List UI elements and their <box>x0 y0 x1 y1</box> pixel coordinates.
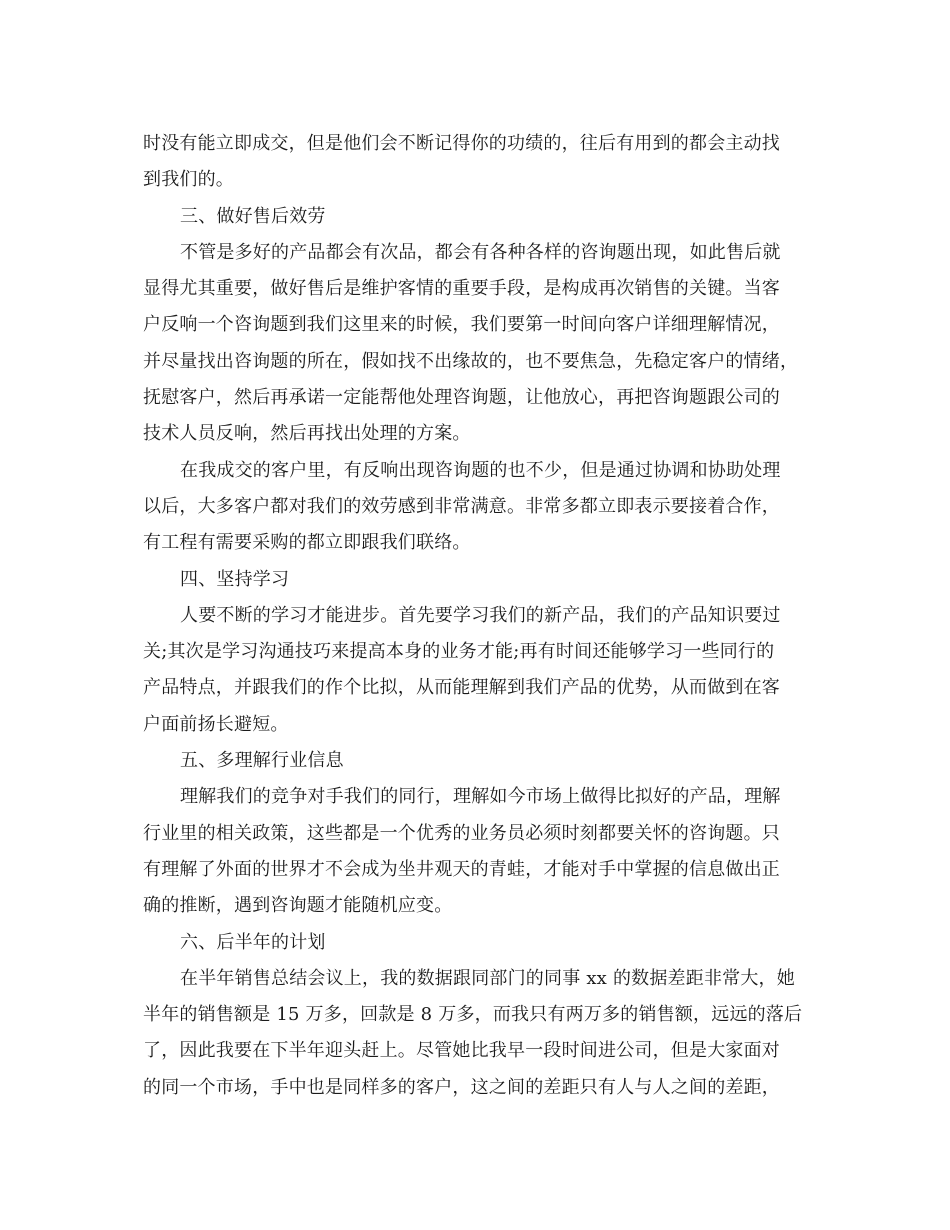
text-line: 产品特点，并跟我们的作个比拟，从而能理解到我们产品的优势，从而做到在客 <box>143 677 780 699</box>
paragraph-start: 人要不断的学习才能进步。首先要学习我们的新产品，我们的产品知识要过 <box>180 604 781 626</box>
section-heading: 六、后半年的计划 <box>180 931 326 953</box>
paragraph-start: 在我成交的客户里，有反响出现咨询题的也不少，但是通过协调和协助处理 <box>180 459 781 481</box>
text-line: 以后，大多客户都对我们的效劳感到非常满意。非常多都立即表示要接着合作， <box>143 495 780 517</box>
text-line: 确的推断，遇到咨询题才能随机应变。 <box>143 895 453 917</box>
text-line: 户面前扬长避短。 <box>143 713 289 735</box>
text-line: 户反响一个咨询题到我们这里来的时候，我们要第一时间向客户详细理解情况， <box>143 314 780 336</box>
text-line: 关;其次是学习沟通技巧来提高本身的业务才能;再有时间还能够学习一些同行的 <box>143 641 775 663</box>
section-heading: 三、做好售后效劳 <box>180 205 326 227</box>
section-heading: 四、坚持学习 <box>180 568 290 590</box>
text-line: 并尽量找出咨询题的所在，假如找不出缘故的，也不要焦急，先稳定客户的情绪， <box>143 350 799 372</box>
text-line: 有工程有需要采购的都立即跟我们联络。 <box>143 532 471 554</box>
text-line: 了，因此我要在下半年迎头赶上。尽管她比我早一段时间进公司，但是大家面对 <box>143 1040 780 1062</box>
text-line: 到我们的。 <box>143 169 234 191</box>
paragraph-start: 理解我们的竞争对手我们的同行，理解如今市场上做得比拟好的产品，理解 <box>180 786 781 808</box>
text-line: 半年的销售额是 15 万多，回款是 8 万多，而我只有两万多的销售额，远远的落后 <box>143 1004 803 1026</box>
text-line: 行业里的相关政策，这些都是一个优秀的业务员必须时刻都要关怀的咨询题。只 <box>143 822 780 844</box>
section-heading: 五、多理解行业信息 <box>180 750 344 772</box>
text-line: 的同一个市场，手中也是同样多的客户，这之间的差距只有人与人之间的差距， <box>143 1076 780 1098</box>
text-line: 技术人员反响，然后再找出处理的方案。 <box>143 423 471 445</box>
paragraph-start: 在半年销售总结会议上，我的数据跟同部门的同事 xx 的数据差距非常大，她 <box>180 967 795 989</box>
text-line: 有理解了外面的世界才不会成为坐井观天的青蛙，才能对手中掌握的信息做出正 <box>143 858 780 880</box>
text-line: 抚慰客户，然后再承诺一定能帮他处理咨询题，让他放心，再把咨询题跟公司的 <box>143 387 780 409</box>
paragraph-start: 不管是多好的产品都会有次品，都会有各种各样的咨询题出现，如此售后就 <box>180 241 781 263</box>
text-line: 显得尤其重要，做好售后是维护客情的重要手段，是构成再次销售的关键。当客 <box>143 278 780 300</box>
text-line: 时没有能立即成交，但是他们会不断记得你的功绩的，往后有用到的都会主动找 <box>143 133 780 154</box>
document-body <box>143 126 808 1106</box>
